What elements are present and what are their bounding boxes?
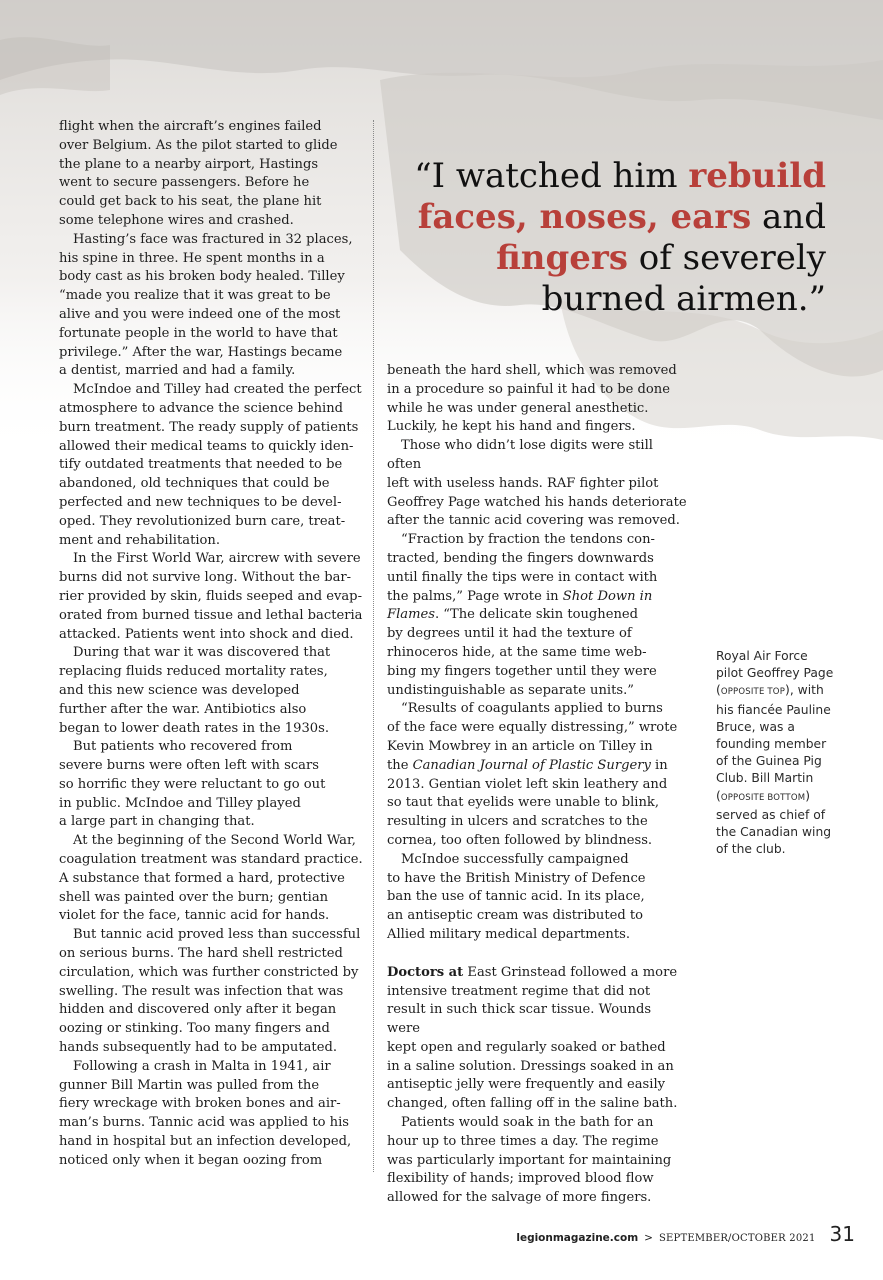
paragraph: In the First World War, aircrew with severe burns did not survive long. Without the bar- rier provided by skin, fluids seeped and evap- orated from burned tissue and lethal bacteria attacked. Patients went into shock and died. [59, 551, 363, 642]
pull-quote-highlight: ears [670, 197, 752, 237]
article-column-left [59, 118, 371, 1171]
pull-quote-highlight: rebuild [688, 156, 826, 196]
footer-issue: SEPTEMBER/OCTOBER 2021 [658, 1233, 816, 1244]
pull-quote-line-3 [366, 238, 826, 279]
pull-quote-highlight: faces [417, 197, 516, 237]
paragraph: At the beginning of the Second World War, coagulation treatment was standard practice. A substance that formed a hard, protective shell was painted over the burn; gentian violet for the face, tannic acid for hands. [59, 833, 363, 924]
paragraph-text: East Grinstead followed a more intensive treatment regime that did not result in such thick scar tissue. Wounds were kept open and regularly soaked or bathed in a saline solution. Dressings soaked in an antiseptic jelly were frequently and easily changed, often falling off in the saline bath. [387, 964, 678, 1112]
pull-quote-text: of severely [627, 238, 826, 278]
caption-direction: OPPOSITE BOTTOM [720, 792, 806, 803]
paragraph [387, 531, 687, 700]
pull-quote-highlight: , [515, 197, 540, 237]
paragraph [387, 964, 687, 1114]
paragraph-text: . “The delicate skin toughened by degrees until it had the texture of rhinoceros hide, at the same time web- bing my fingers together until they were undistinguishable as separate units.” [387, 607, 657, 698]
paragraph: Patients would soak in the bath for an hour up to three times a day. The regime was particularly important for maintaining flexibility of hands; improved blood flow allowed for the salvage of more fingers. [387, 1115, 672, 1206]
paragraph-text: “Results of coagulants applied to burns of the face were equally distressing,” wrote Kevin Mowbrey in an article on Tilley in the [387, 701, 678, 773]
pull-quote-highlight: , [646, 197, 671, 237]
paragraph-text: in 2013. Gentian violet left skin leathery and so taut that eyelids were unable to blink, resulting in ulcers and scratches to the cornea, too often followed by blindness. [387, 757, 668, 848]
paragraph: But patients who recovered from severe burns were often left with scars so horrific they were reluctant to go out in public. McIndoe and Tilley played a large part in changing that. [59, 739, 326, 830]
paragraph: During that war it was discovered that replacing fluids reduced mortality rates, and this new science was developed further after the war. Antibiotics also began to lower death rates in the 1930s. [59, 645, 331, 736]
caption-text: ) served as chief of the Canadian wing of the club. [716, 788, 832, 857]
section-lead-in: Doctors at [387, 964, 464, 980]
paragraph: McIndoe successfully campaigned to have the British Ministry of Defence ban the use of tannic acid. In its place, an antiseptic cream was distributed to Allied military medical departments. [387, 851, 646, 942]
paragraph [387, 700, 687, 850]
paragraph: Those who didn’t lose digits were still often left with useless hands. RAF fighter pilot Geoffrey Page watched his hands deteriorate after the tannic acid covering was removed. [387, 438, 687, 529]
paragraph-text: “Fraction by fraction the tendons con- tracted, bending the fingers downwards until finally the tips were in contact with the palms,” Page wrote in [387, 532, 658, 604]
article-column-right [387, 362, 687, 1208]
footer-separator: > [644, 1232, 653, 1244]
pull-quote [366, 156, 826, 320]
photo-caption [716, 648, 834, 858]
pull-quote-line-2 [366, 197, 826, 238]
pull-quote-highlight: fingers [496, 238, 628, 278]
caption-text: Royal Air Force pilot Geoffrey Page ( [716, 649, 834, 698]
paragraph: McIndoe and Tilley had created the perfect atmosphere to advance the science behind burn treatment. The ready supply of patients allowed their medical teams to quickly iden- tify outdated treatments that needed to be abandoned, old techniques that could be perfected and new techniques to be devel- oped. They revolutionized burn care, treat- ment and rehabilitation. [59, 382, 362, 548]
section-break [387, 945, 687, 964]
paragraph: flight when the aircraft’s engines failed over Belgium. As the pilot started to glide the plane to a nearby airport, Hastings went to secure passengers. Before he could get back to his seat, the plane hit some telephone wires and crashed. [59, 119, 338, 228]
column-divider [373, 120, 374, 1172]
pull-quote-highlight: noses [539, 197, 647, 237]
page-number: 31 [829, 1222, 855, 1246]
paragraph: Following a crash in Malta in 1941, air gunner Bill Martin was pulled from the fiery wreckage with broken bones and air- man’s burns. Tannic acid was applied to his hand in hospital but an infection developed, noticed only when it began oozing from [59, 1058, 352, 1168]
book-title: Shot Down in Flames [387, 588, 653, 623]
page-footer [516, 1222, 855, 1246]
caption-direction: OPPOSITE TOP [720, 687, 786, 698]
pull-quote-text: and [751, 197, 826, 237]
pull-quote-text: burned airmen.” [541, 279, 826, 319]
paragraph: beneath the hard shell, which was removed in a procedure so painful it had to be done while he was under general anesthetic. Luckily, he kept his hand and fingers. [387, 363, 677, 435]
paragraph: But tannic acid proved less than successful on serious burns. The hard shell restricted circulation, which was further constricted by swelling. The result was infection that was hidden and discovered only after it began oozing or stinking. Too many fingers and hands subsequently had to be amputated. [59, 927, 361, 1056]
paragraph: Hasting’s face was fractured in 32 places, his spine in three. He spent months in a body cast as his broken body healed. Tilley “made you realize that it was great to be alive and you were indeed one of the most fortunate people in the world to have that privilege.” After the war, Hastings became a dentist, married and had a family. [59, 231, 353, 379]
pull-quote-text: “I watched him [414, 156, 689, 196]
pull-quote-line-4 [366, 279, 826, 320]
journal-title: Canadian Journal of Plastic Surgery [412, 757, 651, 773]
pull-quote-line-1 [366, 156, 826, 197]
caption-text: ), with his fiancée Pauline Bruce, was a founding member of the Guinea Pig Club. Bill Martin ( [716, 683, 831, 803]
footer-website: legionmagazine.com [516, 1232, 639, 1244]
